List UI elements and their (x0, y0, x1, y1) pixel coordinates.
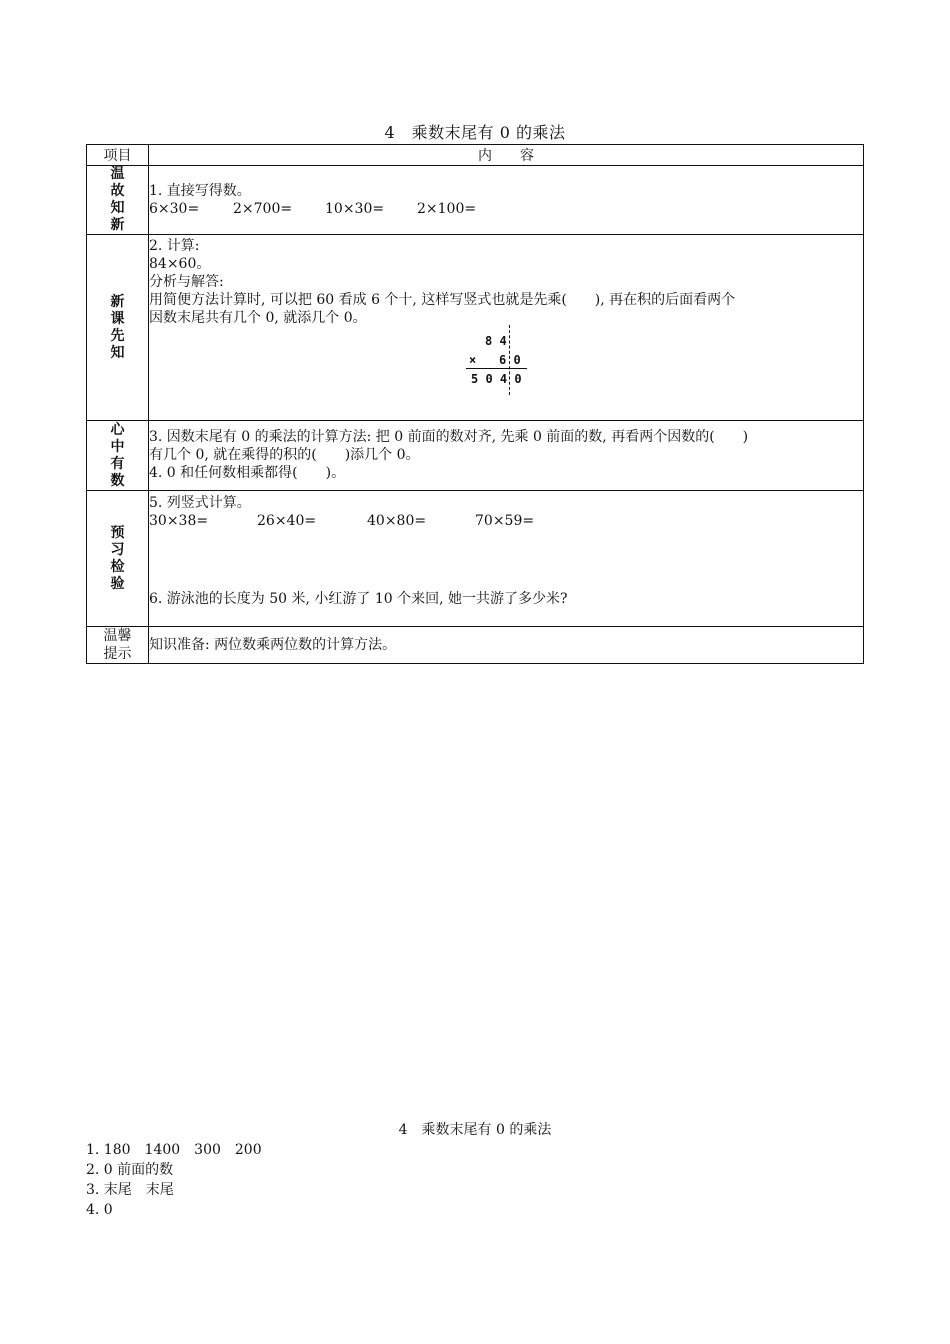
calc-operator: × (469, 353, 477, 367)
items-row (149, 512, 863, 530)
section-tips (87, 627, 864, 664)
exercise-item: 2×100= (417, 201, 477, 217)
text-line: 84×60。 (149, 256, 211, 272)
exercise-item: 26×40= (257, 513, 317, 529)
exercise-item: 40×80= (367, 513, 427, 529)
answer-line: 1. 180 1400 300 200 (86, 1142, 262, 1158)
exercise-item: 6×30= (149, 201, 200, 217)
section-label: 预习检验 (110, 524, 125, 592)
text-line: 3. 因数末尾有 0 的乘法的计算方法: 把 0 前面的数对齐, 先乘 0 前面的数, 再看两个因数的( ) (149, 429, 749, 445)
section-review (87, 166, 864, 235)
answer-title: 4 乘数末尾有 0 的乘法 (398, 1122, 552, 1138)
answer-key (86, 1120, 864, 1220)
text-line: 4. 0 和任何数相乘都得( )。 (149, 465, 346, 481)
header-content-label: 内 容 (149, 145, 864, 166)
exercise-item: 70×59= (475, 513, 535, 529)
exercise-item: 2×700= (233, 201, 293, 217)
calc-row1: 8 4 (485, 334, 507, 348)
answer-line: 4. 0 (86, 1202, 113, 1218)
text-line: 用简便方法计算时, 可以把 60 看成 6 个十, 这样写竖式也就是先乘( ), 再在积的后面看两个 (149, 292, 736, 308)
header-item-label: 项目 (87, 145, 149, 166)
items-row (149, 200, 863, 218)
exercise-item: 10×30= (325, 201, 385, 217)
text-line: 有几个 0, 就在乘得的积的( )添几个 0。 (149, 447, 420, 463)
section-label: 温故知新 (110, 166, 125, 233)
calc-result: 5 0 4 0 (471, 372, 522, 386)
word-problem: 6. 游泳池的长度为 50 米, 小红游了 10 个来回, 她一共游了多少米? (149, 591, 568, 607)
section-label: 新课先知 (110, 293, 125, 361)
worksheet-title: 4 乘数末尾有 0 的乘法 (384, 123, 566, 142)
section-label: 温馨提示 (103, 628, 132, 662)
section-new-lesson (87, 235, 864, 421)
text-line: 2. 计算: (149, 238, 200, 254)
text-line: 因数末尾共有几个 0, 就添几个 0。 (149, 310, 367, 326)
calc-row2: 6 0 (499, 353, 521, 367)
exercise-item: 30×38= (149, 513, 209, 529)
calc-divider (466, 368, 527, 369)
vertical-calculation (149, 330, 863, 402)
worksheet-table (86, 144, 864, 664)
section-key-points (87, 421, 864, 491)
section-preview-check (87, 491, 864, 627)
answer-line: 3. 末尾 末尾 (86, 1182, 174, 1198)
text-line: 5. 列竖式计算。 (149, 495, 251, 511)
table-header-row (87, 145, 864, 166)
calc-dashed-line (509, 325, 510, 395)
text-line: 1. 直接写得数。 (149, 183, 251, 199)
text-line: 知识准备: 两位数乘两位数的计算方法。 (149, 637, 397, 653)
text-line: 分析与解答: (149, 274, 224, 290)
section-label: 心中有数 (110, 421, 125, 489)
answer-line: 2. 0 前面的数 (86, 1162, 174, 1178)
